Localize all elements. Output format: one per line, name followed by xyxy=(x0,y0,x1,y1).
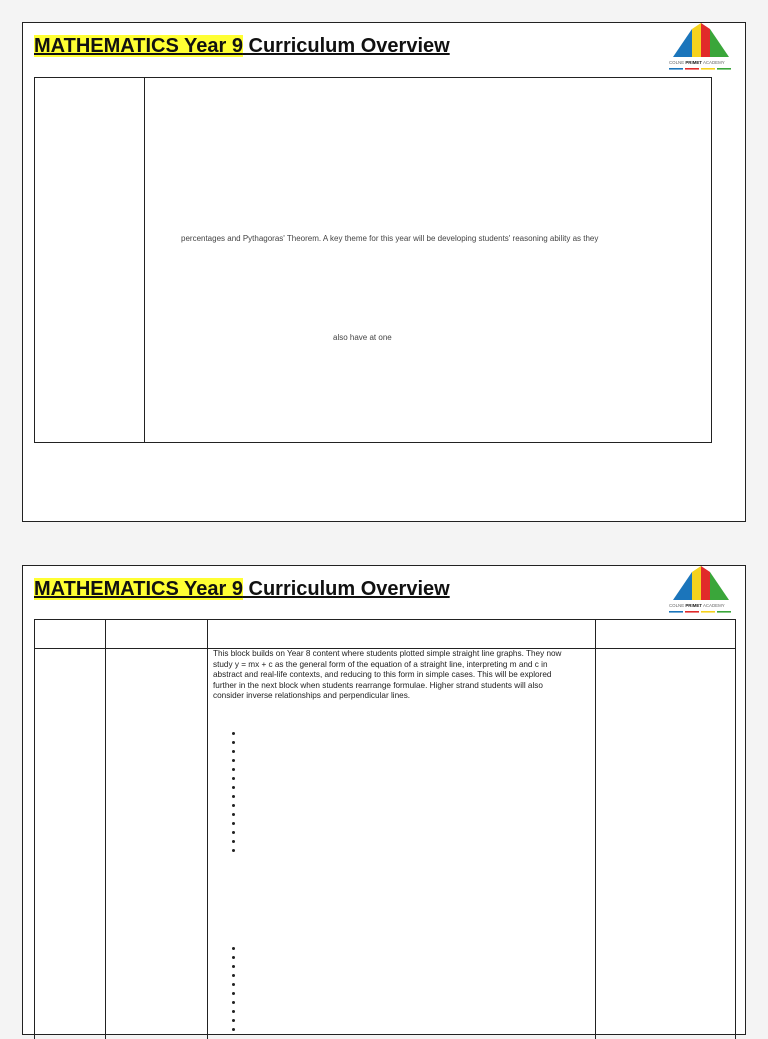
bullet-list xyxy=(230,944,240,1034)
logo-text-left: COLNE xyxy=(669,603,685,608)
title-rest: Curriculum Overview xyxy=(242,578,450,600)
overview-text-line: percentages and Pythagoras' Theorem. A key theme for this year will be developing students' reasoning ability as they xyxy=(181,234,599,243)
title-rest: Curriculum Overview xyxy=(242,35,450,57)
logo-text-left: COLNE xyxy=(669,60,685,65)
column-divider xyxy=(595,620,596,1039)
bullet-point xyxy=(230,738,240,747)
bullet-point xyxy=(230,801,240,810)
column-divider xyxy=(207,620,208,1039)
page-1 xyxy=(22,22,746,522)
bullet-point xyxy=(230,774,240,783)
bullet-point xyxy=(230,765,240,774)
logo-text-bold: PRIMET xyxy=(685,60,702,65)
bullet-point xyxy=(230,944,240,953)
bullet-point xyxy=(230,953,240,962)
bullet-point xyxy=(230,756,240,765)
page-title xyxy=(34,578,450,601)
column-divider xyxy=(105,620,106,1039)
bullet-point xyxy=(230,747,240,756)
overview-table xyxy=(34,77,712,443)
bullet-point xyxy=(230,1025,240,1034)
academy-logo xyxy=(665,23,737,75)
block-description: This block builds on Year 8 content where students plotted simple straight line graphs. They now study y = mx + c as the general form of the equation of a straight line, interpreting m and c in abstract and real-life contexts, and reducing to this form in simple cases. This will be explored further in the next block when students rearrange formulae. Higher strand students will also consider inverse relationships and perpendicular lines. xyxy=(213,649,562,701)
bullet-point xyxy=(230,729,240,738)
bullet-point xyxy=(230,980,240,989)
svg-text:COLNE PRIMET ACADEMY xyxy=(669,603,725,608)
bullet-point xyxy=(230,971,240,980)
bullet-list xyxy=(230,729,240,855)
title-highlight: MATHEMATICS Year 9 xyxy=(34,578,243,600)
bullet-point xyxy=(230,837,240,846)
bullet-point xyxy=(230,783,240,792)
title-highlight: MATHEMATICS Year 9 xyxy=(34,35,243,57)
bullet-point xyxy=(230,819,240,828)
bullet-point xyxy=(230,846,240,855)
bullet-point xyxy=(230,998,240,1007)
logo-text-bold: PRIMET xyxy=(685,603,702,608)
academy-logo xyxy=(665,566,737,618)
curriculum-table xyxy=(34,619,736,1039)
logo-text-right: ACADEMY xyxy=(702,603,725,608)
bullet-point xyxy=(230,828,240,837)
page-2 xyxy=(22,565,746,1035)
logo-text-right: ACADEMY xyxy=(702,60,725,65)
bullet-point xyxy=(230,1007,240,1016)
bullet-point xyxy=(230,792,240,801)
overview-text-line: also have at one xyxy=(333,333,392,342)
column-divider xyxy=(144,78,145,442)
bullet-point xyxy=(230,962,240,971)
page-title xyxy=(34,35,450,58)
svg-text:COLNE PRIMET ACADEMY xyxy=(669,60,725,65)
bullet-point xyxy=(230,989,240,998)
bullet-point xyxy=(230,810,240,819)
